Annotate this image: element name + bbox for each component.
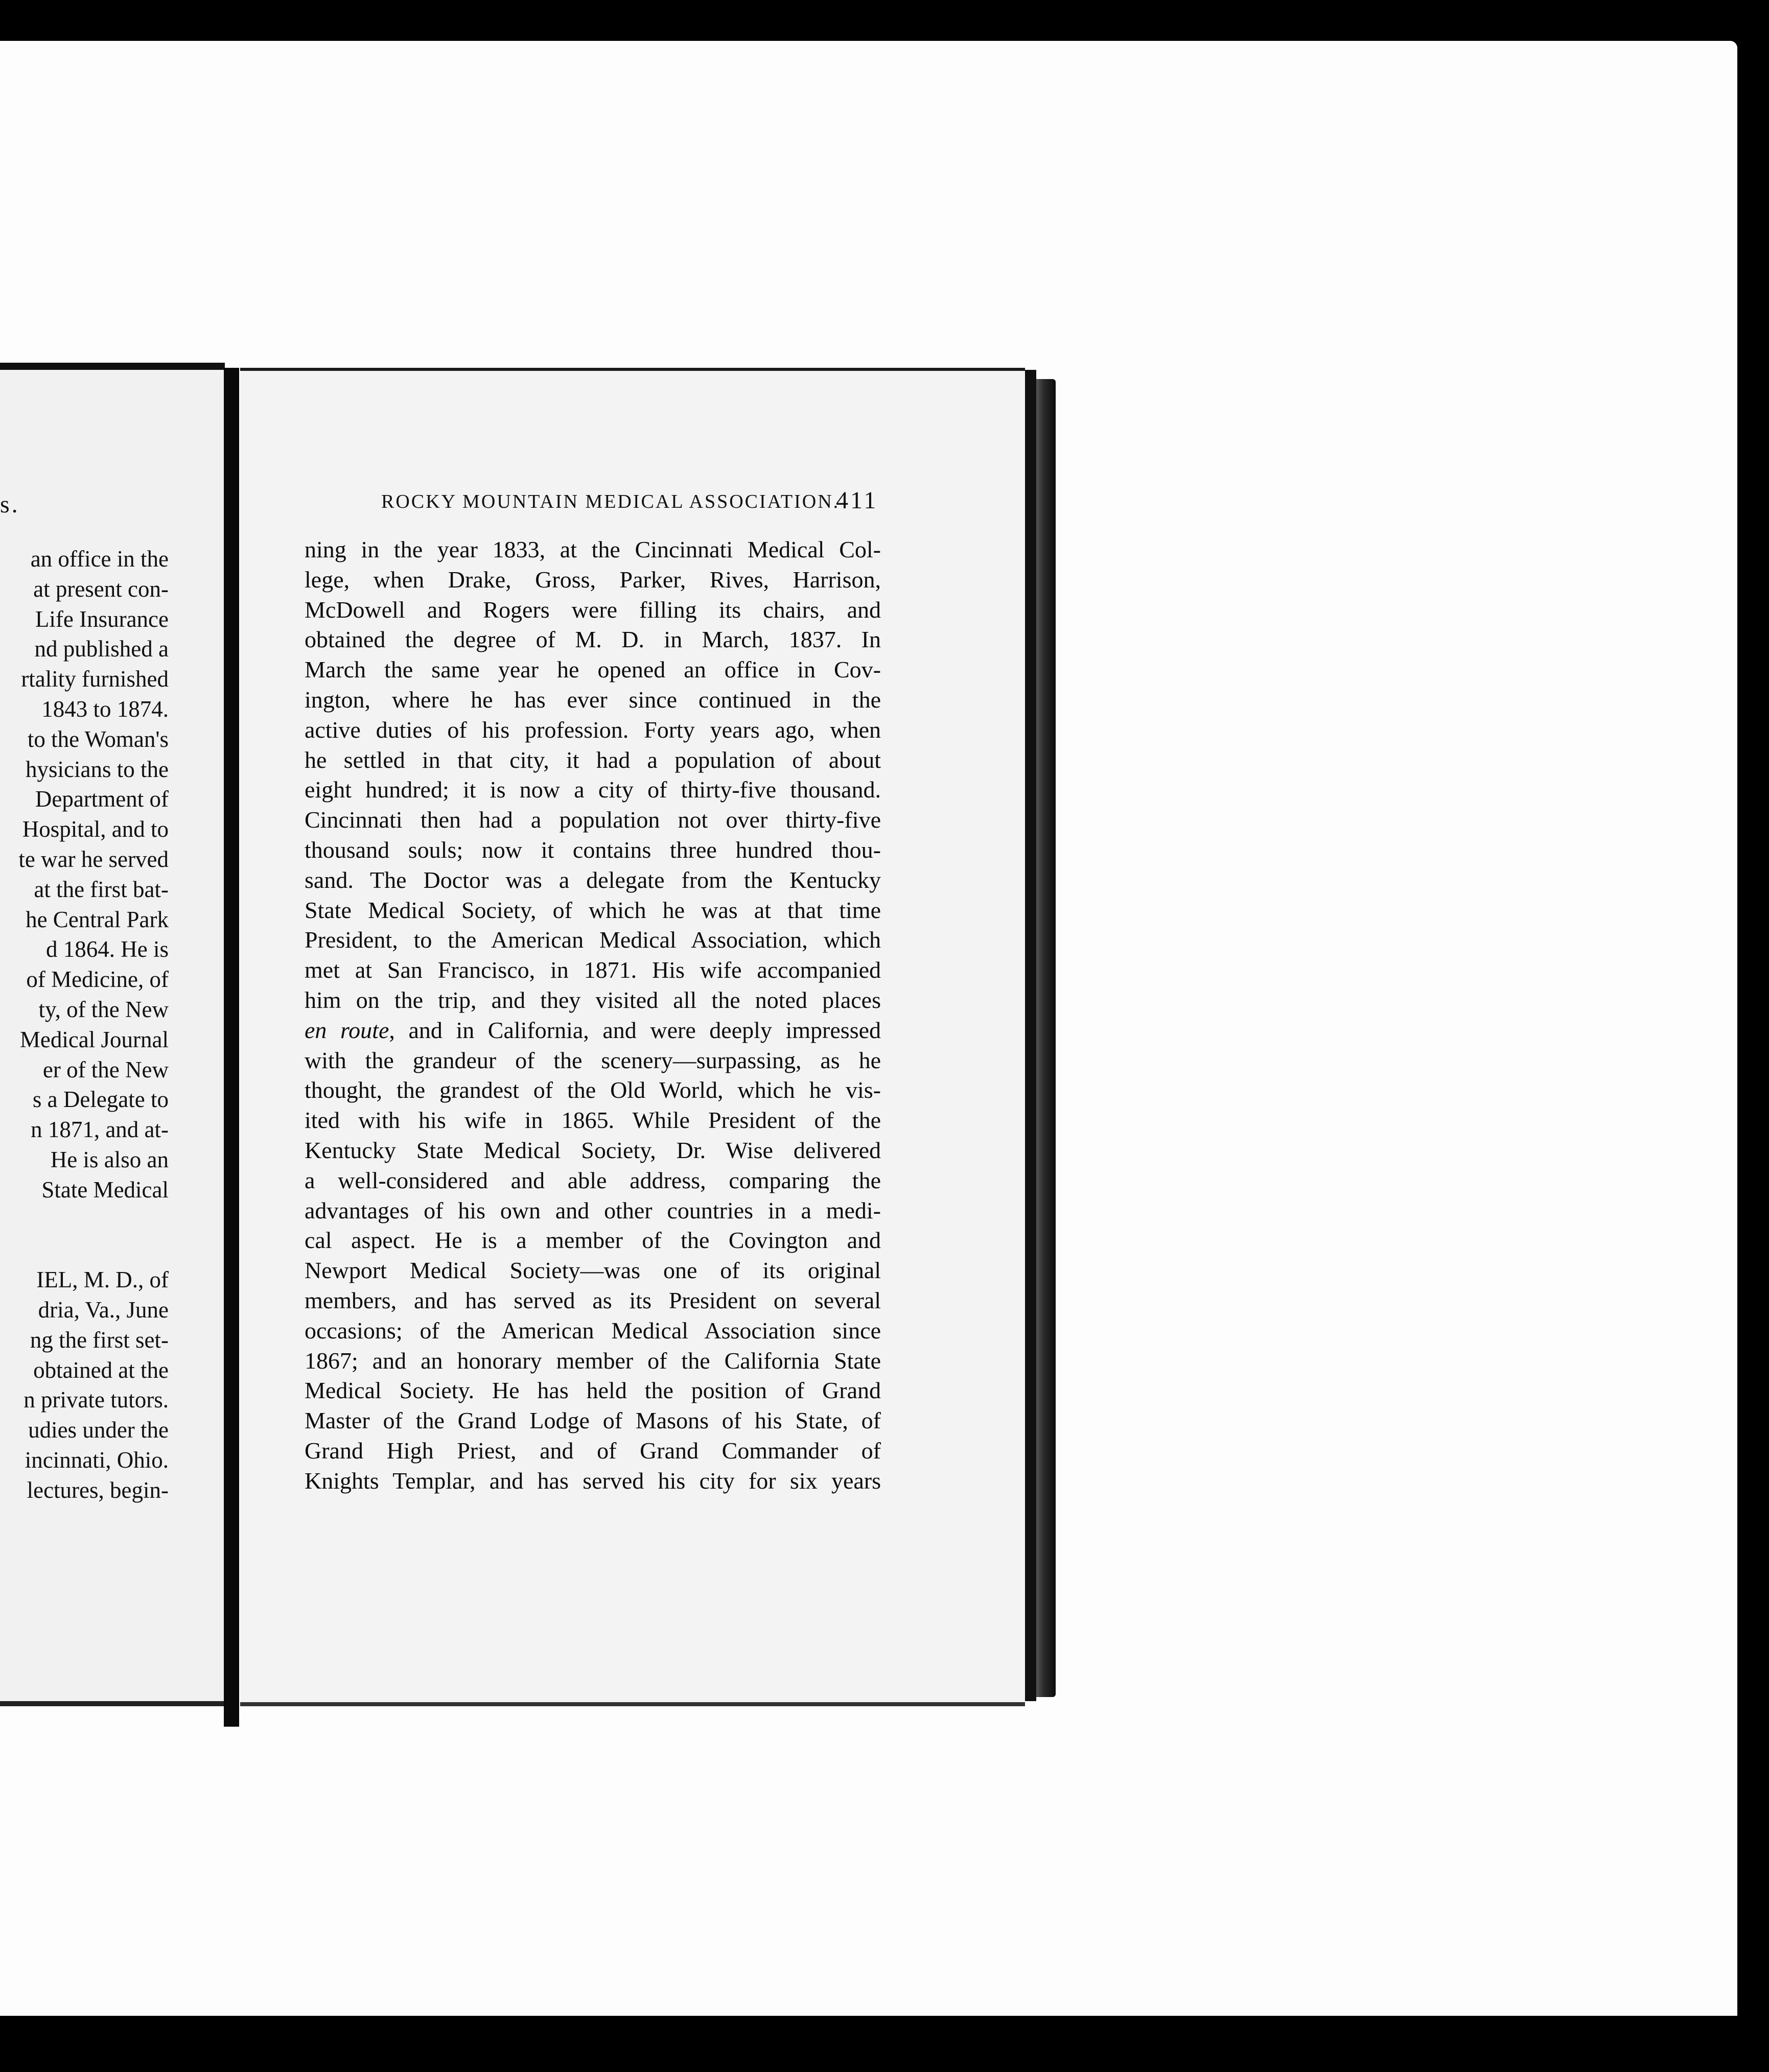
text-line: thousand souls; now it contains three hundred thou- — [305, 836, 881, 863]
text-line: Grand High Priest, and of Grand Commander of — [305, 1437, 881, 1464]
left-text-line: obtained at the — [33, 1357, 169, 1383]
running-head: ROCKY MOUNTAIN MEDICAL ASSOCIATION. — [381, 491, 840, 512]
left-text-line: nd published a — [34, 636, 169, 662]
text-line: en route, and in California, and were deeply impressed — [305, 1017, 881, 1043]
left-text-line: Life Insurance — [35, 606, 169, 632]
text-line: advantages of his own and other countries in a medi- — [305, 1197, 881, 1223]
left-text-line: te war he served — [18, 846, 169, 872]
left-text-line: ng the first set- — [30, 1327, 169, 1353]
left-text-line: He is also an — [50, 1146, 169, 1172]
text-line: met at San Francisco, in 1871. His wife accompanied — [305, 957, 881, 983]
left-text-line: of Medicine, of — [26, 967, 169, 993]
left-text-line: Hospital, and to — [22, 816, 169, 842]
text-line: members, and has served as its President on several — [305, 1287, 881, 1313]
text-line: Cincinnati then had a population not over thirty-five — [305, 807, 881, 833]
text-line: ington, where he has ever since continued in the — [305, 686, 881, 713]
text-line: March the same year he opened an office in Cov- — [305, 656, 881, 683]
text-line: cal aspect. He is a member of the Covington and — [305, 1227, 881, 1254]
italic-phrase: en route — [305, 1017, 389, 1043]
text-line: sand. The Doctor was a delegate from the Kentucky — [305, 866, 881, 893]
text-line: McDowell and Rogers were filling its chairs, and — [305, 596, 881, 623]
text-line: Master of the Grand Lodge of Masons of his State, of — [305, 1407, 881, 1434]
text-line: thought, the grandest of the Old World, which he vis- — [305, 1077, 881, 1103]
text-line: 1867; and an honorary member of the California State — [305, 1347, 881, 1374]
left-text-line: rtality furnished — [21, 666, 169, 692]
text-line: State Medical Society, of which he was at that time — [305, 897, 881, 923]
left-page-text — [0, 544, 169, 1505]
left-text-line: at the first bat- — [34, 876, 169, 902]
left-text-line: at present con- — [33, 576, 169, 602]
text-line: Kentucky State Medical Society, Dr. Wise delivered — [305, 1137, 881, 1163]
text-line: with the grandeur of the scenery—surpassing, as he — [305, 1047, 881, 1073]
text-line: a well-considered and able address, comparing the — [305, 1167, 881, 1193]
left-text-line: 1843 to 1874. — [41, 696, 169, 722]
left-text-line: hysicians to the — [26, 756, 169, 782]
text-line: Newport Medical Society—was one of its original — [305, 1257, 881, 1284]
left-text-line: s a Delegate to — [32, 1087, 169, 1113]
left-text-line: State Medical — [41, 1176, 169, 1203]
left-text-line: d 1864. He is — [46, 936, 169, 962]
left-text-line: udies under the — [28, 1417, 169, 1443]
book-edge-shadow — [1036, 379, 1056, 1697]
text-line: obtained the degree of M. D. in March, 1837. In — [305, 626, 881, 653]
left-text-line: dria, Va., June — [38, 1297, 169, 1323]
left-text-line: er of the New — [42, 1056, 169, 1082]
left-text-line: n private tutors. — [24, 1387, 169, 1413]
gutter-rule — [224, 368, 239, 1727]
text-line: President, to the American Medical Association, which — [305, 927, 881, 953]
text-line: occasions; of the American Medical Association since — [305, 1317, 881, 1344]
body-text — [305, 535, 881, 1496]
text-line: eight hundred; it is now a city of thirty-five thousand. — [305, 776, 881, 803]
page-edge — [1025, 370, 1036, 1701]
left-text-line: incinnati, Ohio. — [25, 1447, 169, 1473]
text-line: Medical Society. He has held the position of Grand — [305, 1377, 881, 1404]
left-text-line — [0, 1205, 169, 1265]
text-line: ning in the year 1833, at the Cincinnati Medical Col- — [305, 536, 881, 562]
text-line: ited with his wife in 1865. While President of the — [305, 1107, 881, 1134]
left-text-line: an office in the — [30, 546, 169, 572]
text-line: lege, when Drake, Gross, Parker, Rives, Harrison, — [305, 566, 881, 593]
left-text-line: ty, of the New — [38, 996, 169, 1022]
left-text-line: he Central Park — [26, 906, 169, 932]
left-text-line: lectures, begin- — [27, 1477, 169, 1503]
page-number: 411 — [836, 487, 878, 514]
left-text-line: n 1871, and at- — [31, 1117, 169, 1143]
left-text-line: Medical Journal — [19, 1026, 169, 1052]
left-text-line: to the Woman's — [27, 726, 169, 752]
left-running-head: s. — [0, 491, 20, 518]
text-line: active duties of his profession. Forty years ago, when — [305, 716, 881, 743]
left-text-line: Department of — [35, 786, 169, 812]
text-line: him on the trip, and they visited all the noted places — [305, 986, 881, 1013]
text-line: Knights Templar, and has served his city for six years — [305, 1467, 881, 1494]
text-line: he settled in that city, it had a population of about — [305, 746, 881, 773]
left-text-line: IEL, M. D., of — [36, 1267, 169, 1293]
